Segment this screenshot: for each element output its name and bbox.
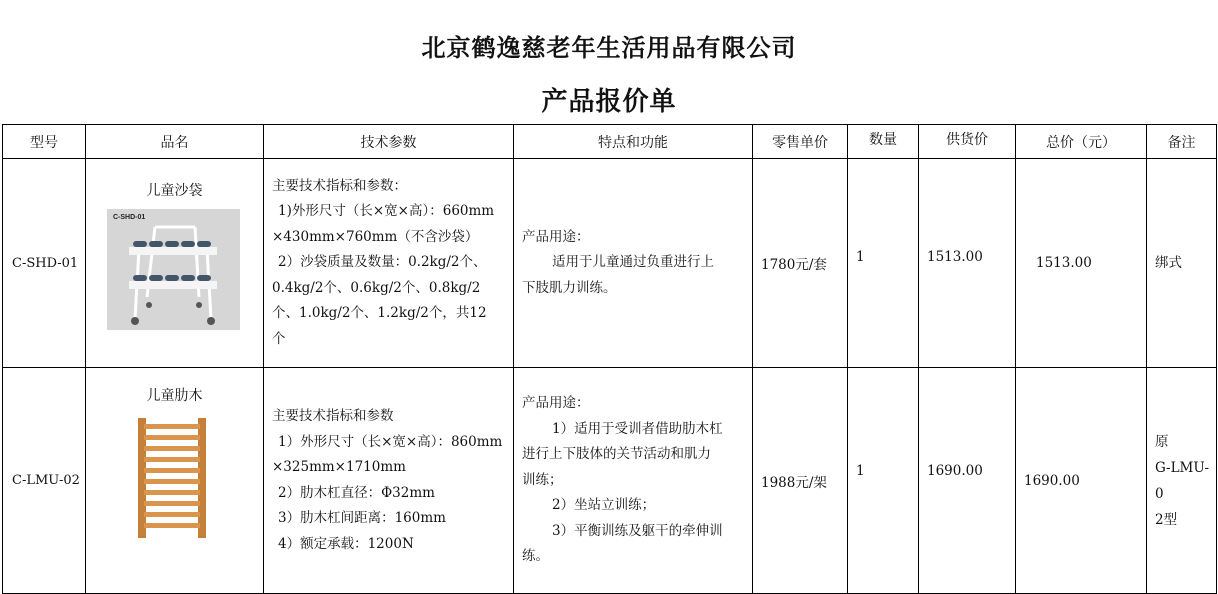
col-header-retail-price: 零售单价 — [753, 125, 848, 159]
spec-line: 1)外形尺寸（长×宽×高）：660mm — [278, 203, 495, 220]
total-cell: 1690.00 — [1016, 368, 1147, 594]
col-header-name: 品名 — [86, 125, 264, 159]
retail-price-cell: 1780元/套 — [753, 159, 848, 368]
model-cell: C-SHD-01 — [3, 159, 86, 368]
spec-line: 个、1.0kg/2个、1.2kg/2个，共12 — [272, 305, 487, 322]
product-cell — [86, 368, 264, 594]
col-header-features: 特点和功能 — [514, 125, 753, 159]
product-name: 儿童沙袋 — [146, 183, 203, 199]
table-header-row — [3, 125, 1217, 159]
spec-line: 4）额定承载：1200N — [278, 535, 414, 552]
spec-line: 个 — [272, 330, 286, 347]
col-header-model: 型号 — [3, 125, 86, 159]
features-cell — [514, 368, 753, 594]
sandbag-rack-icon — [107, 209, 240, 330]
remark-line: G-LMU-0 — [1155, 459, 1210, 502]
company-name: 北京鹤逸慈老年生活用品有限公司 — [421, 33, 797, 62]
spec-line: 2）肋木杠直径：Φ32mm — [278, 484, 435, 501]
image-label: C-SHD-01 — [113, 214, 146, 221]
retail-price-cell: 1988元/架 — [753, 368, 848, 594]
feature-line: 2）坐站立训练； — [552, 497, 656, 514]
feature-line: 3）平衡训练及躯干的牵伸训 — [552, 522, 723, 539]
spec-line: 2）沙袋质量及数量：0.2kg/2个、 — [278, 254, 487, 271]
remark-line: 2型 — [1155, 511, 1178, 528]
features-cell — [514, 159, 753, 368]
col-header-remark: 备注 — [1147, 125, 1217, 159]
feature-line: 训练； — [522, 471, 563, 488]
supply-price-cell: 1513.00 — [919, 159, 1016, 368]
feature-line: 进行上下肢体的关节活动和肌力 — [522, 446, 711, 463]
wall-bars-image — [134, 418, 212, 538]
product-name: 儿童肋木 — [146, 388, 203, 404]
spec-line: 3）肋木杠间距离：160mm — [278, 510, 446, 526]
spec-line: ×325mm×1710mm — [272, 459, 406, 475]
remark-line: 原 — [1155, 433, 1169, 450]
spec-line: 1）外形尺寸（长×宽×高）：860mm — [278, 433, 503, 450]
spec-line: 0.4kg/2个、0.6kg/2个、0.8kg/2 — [272, 279, 481, 296]
feature-line: 产品用途： — [522, 228, 590, 245]
product-cell-inner — [86, 159, 263, 367]
model-cell: C-LMU-02 — [3, 368, 86, 594]
remark-cell: 绑式 — [1147, 159, 1217, 368]
supply-price-cell: 1690.00 — [919, 368, 1016, 594]
remark-cell — [1147, 368, 1217, 594]
col-header-total: 总价（元） — [1016, 125, 1147, 159]
col-header-specs: 技术参数 — [264, 125, 514, 159]
wall-bars-icon — [134, 418, 212, 538]
feature-line: 适用于儿童通过负重进行上 — [552, 254, 714, 271]
quote-table — [2, 124, 1217, 594]
feature-line: 练。 — [522, 548, 549, 565]
spec-line: 主要技术指标和参数： — [272, 177, 407, 194]
quantity-cell: 1 — [848, 159, 919, 368]
specs-cell — [264, 159, 514, 368]
feature-line: 下肢肌力训练。 — [522, 279, 617, 296]
sandbag-rack-image — [107, 209, 240, 330]
col-header-supply-price: 供货价 — [919, 125, 1016, 159]
spec-line: 主要技术指标和参数 — [272, 408, 394, 424]
total-cell: 1513.00 — [1016, 159, 1147, 368]
table-row — [3, 159, 1217, 368]
table-row — [3, 368, 1217, 594]
quantity-cell: 1 — [848, 368, 919, 594]
specs-cell — [264, 368, 514, 594]
product-cell-inner — [86, 368, 263, 593]
feature-line: 产品用途： — [522, 395, 590, 412]
col-header-quantity: 数量 — [848, 125, 919, 159]
product-cell — [86, 159, 264, 368]
spec-line: ×430mm×760mm（不含沙袋） — [272, 228, 479, 245]
feature-line: 1）适用于受训者借助肋木杠 — [552, 420, 723, 437]
document-title: 产品报价单 — [541, 87, 677, 117]
